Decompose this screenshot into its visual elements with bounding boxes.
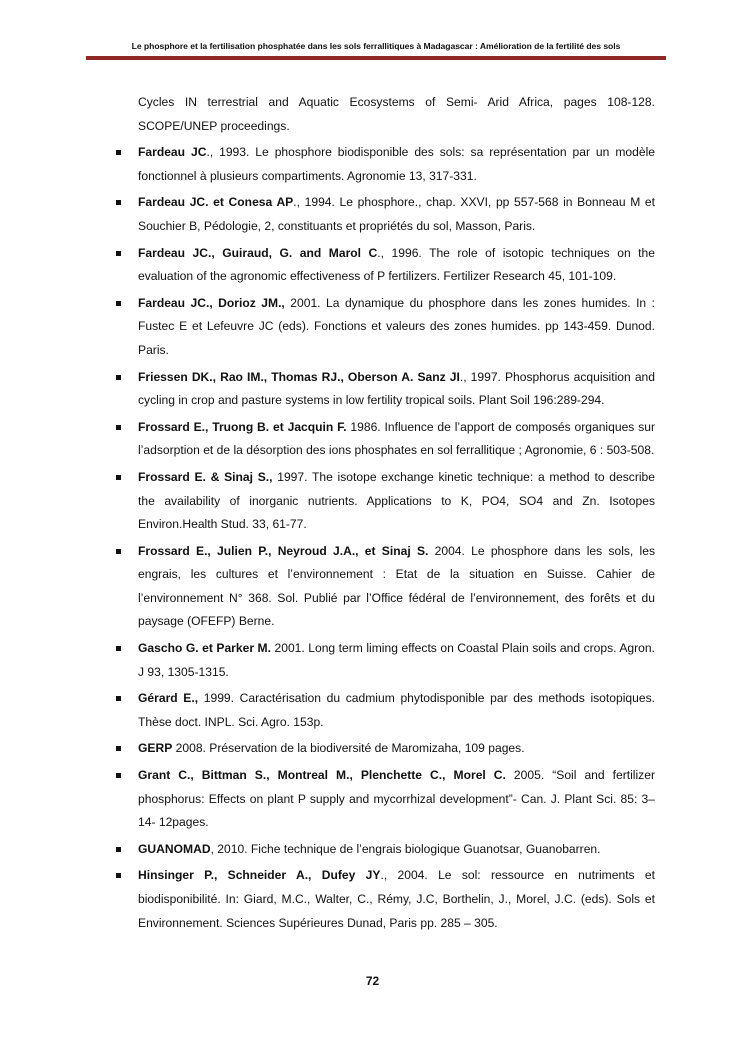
square-bullet-icon [116, 847, 121, 852]
square-bullet-icon [116, 696, 121, 701]
reference-item [138, 416, 655, 463]
square-bullet-icon [116, 873, 121, 878]
reference-author: Fardeau JC., Guiraud, G. and Marol C [138, 245, 378, 260]
reference-author: GERP [138, 741, 173, 756]
reference-author: Frossard E., Truong B. et Jacquin F. [138, 419, 347, 434]
square-bullet-icon [116, 549, 121, 554]
reference-item [138, 737, 655, 761]
reference-text: ., 1993. Le phosphore biodisponible des sols: sa représentation par un modèle fonctionnel à plusieurs compartiments. Agronomie 13, 317-331. [138, 145, 655, 183]
references-body [138, 91, 655, 938]
reference-item [138, 637, 655, 684]
reference-text: ., 1996. The role of isotopic techniques on the evaluation of the agronomic effectiveness of P fertilizers. Fertilizer Research 45, 101-109. [138, 245, 655, 284]
reference-author: Hinsinger P., Schneider A., Dufey JY [138, 868, 381, 883]
reference-item [138, 466, 655, 537]
square-bullet-icon [116, 150, 121, 155]
reference-item [138, 687, 655, 734]
header-rule [86, 56, 666, 60]
reference-author: Gascho G. et Parker M. [138, 641, 271, 656]
reference-list [138, 141, 655, 935]
square-bullet-icon [116, 251, 121, 256]
reference-text: ., 1997. Phosphorus acquisition and cycling in crop and pasture systems in low fertility tropical soils. Plant Soil 196:289-294. [138, 369, 655, 408]
reference-author: Fardeau JC. et Conesa AP [138, 195, 294, 210]
reference-author: Frossard E., Julien P., Neyroud J.A., et Sinaj S. [138, 543, 429, 558]
page-number: 72 [365, 974, 380, 988]
reference-item [138, 242, 655, 289]
square-bullet-icon [116, 375, 121, 380]
square-bullet-icon [116, 646, 121, 651]
reference-author: Fardeau JC., Dorioz JM., [138, 295, 285, 310]
reference-text: 2008. Préservation de la biodiversité de Maromizaha, 109 pages. [172, 741, 525, 756]
reference-text: ., 1994. Le phosphore., chap. XXVI, pp 557-568 in Bonneau M et Souchier B, Pédologie, 2, constituants et propriétés du sol, Masson, Paris. [138, 195, 655, 233]
reference-author: Frossard E. & Sinaj S., [138, 469, 273, 484]
reference-item [138, 764, 655, 835]
reference-text: ., 2004. Le sol: ressource en nutriments et biodisponibilité. In: Giard, M.C., Walter, C., Rémy, J.C, Borthelin, J., Morel, J.C. (eds). Sols et Environnement. Sciences Supérieures Dunad, Paris pp. 285 – 305. [138, 868, 656, 930]
reference-item [138, 864, 655, 935]
reference-item [138, 292, 655, 363]
reference-item [138, 141, 655, 188]
reference-item [138, 838, 655, 862]
reference-item [138, 191, 655, 238]
reference-text: 2001. La dynamique du phosphore dans les zones humides. In : Fustec E et Lefeuvre JC (eds). Fonctions et valeurs des zones humides. pp 143-459. Dunod. Paris. [138, 295, 655, 357]
reference-author: Fardeau JC [138, 145, 207, 160]
reference-text: 2004. Le phosphore dans les sols, les engrais, les cultures et l’environnement : Etat de la situation en Suisse. Cahier de l’environnement N° 368. Sol. Publié par l’Office fédéral de l’environnement, des forêts et du paysage (OFEFP) Berne. [138, 543, 655, 629]
square-bullet-icon [116, 425, 121, 430]
square-bullet-icon [116, 773, 121, 778]
running-header: Le phosphore et la fertilisation phosphatée dans les sols ferrallitiques à Madagascar : Amélioration de la fertilité des sols [131, 41, 621, 51]
square-bullet-icon [116, 746, 121, 751]
reference-author: GUANOMAD [138, 841, 211, 856]
square-bullet-icon [116, 301, 121, 306]
reference-text: 1986. Influence de l’apport de composés organiques sur l’adsorption et de la désorption des ions phosphates en sol ferrallitique ; Agronomie, 6 : 503-508. [138, 419, 655, 458]
reference-author: Gérard E., [138, 691, 199, 706]
reference-text: 1999. Caractérisation du cadmium phytodisponible par des methods isotopiques. Thèse doct. INPL. Sci. Agro. 153p. [138, 691, 655, 729]
reference-item [138, 540, 655, 634]
reference-author: Friessen DK., Rao IM., Thomas RJ., Oberson A. Sanz JI [138, 369, 460, 384]
reference-author: Grant C., Bittman S., Montreal M., Plenchette C., Morel C. [138, 768, 506, 783]
square-bullet-icon [116, 200, 121, 205]
reference-text: 2001. Long term liming effects on Coastal Plain soils and crops. Agron. J 93, 1305-1315. [138, 641, 655, 679]
reference-text: , 2010. Fiche technique de l’engrais biologique Guanotsar, Guanobarren. [210, 841, 601, 856]
reference-item [138, 366, 655, 413]
reference-continuation: Cycles IN terrestrial and Aquatic Ecosystems of Semi- Arid Africa, pages 108-128. SCOPE/UNEP proceedings. [138, 95, 655, 133]
reference-text: 2005. “Soil and fertilizer phosphorus: Effects on plant P supply and mycorrhizal development”- Can. J. Plant Sci. 85: 3–14- 12pages. [138, 768, 655, 830]
reference-text: 1997. The isotope exchange kinetic technique: a method to describe the availability of inorganic nutrients. Applications to K, PO4, SO4 and Zn. Isotopes Environ.Health Stud. 33, 61-77. [138, 469, 655, 532]
square-bullet-icon [116, 475, 121, 480]
